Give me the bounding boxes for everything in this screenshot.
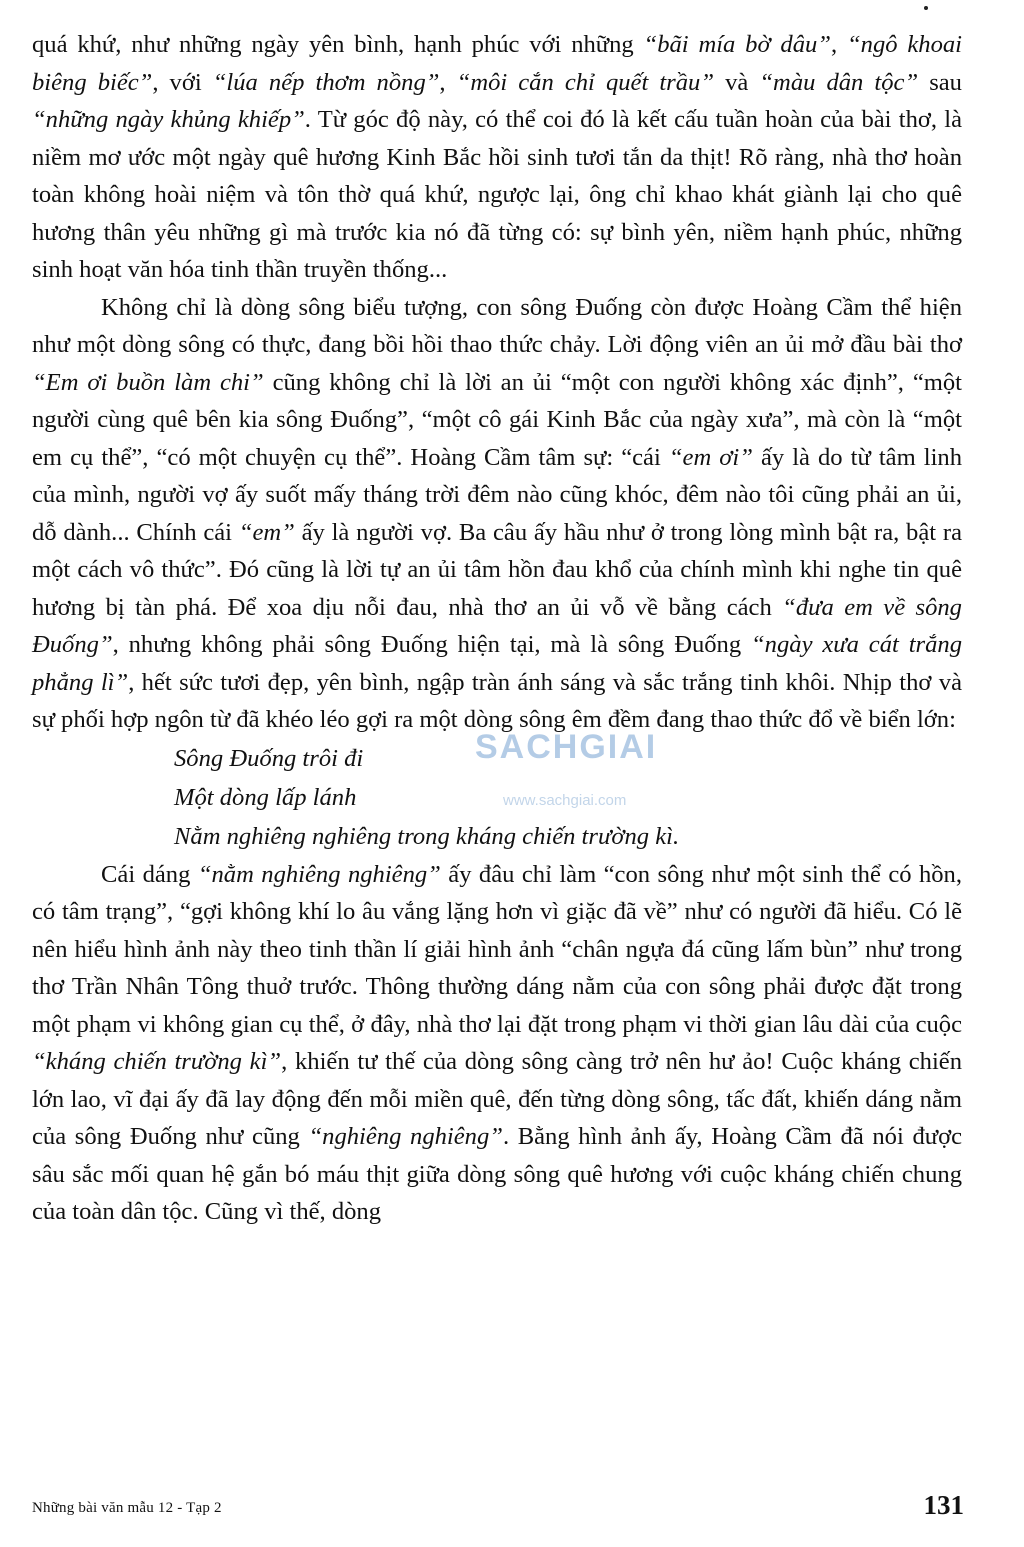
paragraph-2 [32, 289, 962, 739]
text-run: quá khứ, như những ngày yên bình, hạnh phúc với những [32, 31, 644, 58]
italic-quote: “lúa nếp thơm nồng” [212, 68, 440, 96]
page-corner-dot [924, 6, 928, 10]
italic-quote: “em” [238, 518, 295, 546]
poem-quote [32, 739, 962, 856]
page-number: 131 [923, 1490, 964, 1520]
italic-quote: “đưa em về sông Đuống” [32, 593, 962, 658]
text-run: , nhưng không phải sông Đuống hiện tại, mà là sông Đuống [112, 631, 751, 658]
text-run: và [714, 68, 760, 96]
text-run: . Từ góc độ này, có thể coi đó là kết cấu tuần hoàn của bài thơ, là niềm mơ ước một ngày quê hương Kinh Bắc hồi sinh tươi tắn da thịt! Rõ ràng, nhà thơ hoàn toàn không hoài niệm và tôn thờ quá khứ, ngược lại, ông chỉ khao khát giành lại cho quê hương thân yêu những gì mà trước kia nó đã từng có: sự bình yên, niềm hạnh phúc, những sinh hoạt văn hóa tinh thần truyền thống... [32, 106, 962, 283]
text-run: , hết sức tươi đẹp, yên bình, ngập tràn ánh sáng và sắc trắng tinh khôi. Nhịp thơ và sự phối hợp ngôn từ đã khéo léo gợi ra một dòng sông êm đềm đang thao thức đổ về biển lớn: [32, 668, 962, 733]
text-run: Không chỉ là dòng sông biểu tượng, con sông Đuống còn được Hoàng Cầm thể hiện như một dòng sông có thực, đang bồi hồi thao thức chảy. Lời động viên an ủi mở đầu bài thơ [32, 293, 962, 358]
text-run: , khiến tư thế của dòng sông càng trở nên hư ảo! Cuộc kháng chiến lớn lao, vĩ đại ấy đã lay động đến mỗi miền quê, đến từng dòng sông, tấc đất, khiến dáng nằm của sông Đuống như cũng [32, 1048, 963, 1150]
page-body [32, 26, 962, 1231]
italic-quote: “những ngày khủng khiếp” [32, 106, 305, 133]
italic-quote: “môi cắn chỉ quết trầu” [456, 68, 715, 96]
text-run: Cái dáng [101, 860, 198, 888]
poem-line: Sông Đuống trôi đi [174, 744, 364, 772]
italic-quote: “Em ơi buồn làm chi” [32, 368, 264, 396]
italic-quote: “bãi mía bờ dâu” [643, 31, 831, 58]
watermark-logo: SACHGIAI [475, 728, 658, 766]
text-run: ấy đâu chỉ làm “con sông như một sinh thể có hồn, có tâm trạng”, “gợi không khí lo âu vắng lặng hơn vì giặc đã về” như có người đã hiểu. Có lẽ nên hiểu hình ảnh này theo tinh thần lí giải hình ảnh “chân ngựa đá cũng lấm bùn” như trong thơ Trần Nhân Tông thuở trước. Thông thường dáng nằm của con sông phải được đặt trong một phạm vi không gian cụ thể, ở đây, nhà thơ lại đặt trong phạm vi thời gian lâu dài của cuộc [32, 860, 962, 1038]
paragraph-3 [32, 856, 962, 1231]
text-run: , với [152, 68, 213, 96]
italic-quote: “nghiêng nghiêng” [308, 1123, 503, 1150]
italic-quote: “ngô khoai biêng biếc” [32, 31, 963, 96]
italic-quote: “em ơi” [668, 443, 753, 471]
italic-quote: “ngày xưa cát trắng phẳng lì” [32, 631, 962, 696]
book-title: Những bài văn mẫu 12 - Tạp 2 [32, 1500, 222, 1516]
page-footer [32, 1490, 964, 1530]
text-run: , [439, 68, 457, 96]
poem-line: Nằm nghiêng nghiêng trong kháng chiến trường kì. [174, 822, 680, 850]
text-run: sau [918, 68, 962, 96]
text-run: , [831, 31, 847, 58]
paragraph-1 [32, 26, 962, 289]
italic-quote: “màu dân tộc” [759, 68, 919, 96]
watermark-url: www.sachgiai.com [503, 792, 627, 809]
text-run: ấy là người vợ. Ba câu ấy hầu như ở trong lòng mình bật ra, bật ra một cách vô thức”. Đó cũng là lời tự an ủi tâm hồn đau khổ của chính mình khi nghe tin quê hương bị tàn phá. Để xoa dịu nỗi đau, nhà thơ an ủi vỗ về bằng cách [32, 518, 962, 621]
italic-quote: “kháng chiến trường kì” [32, 1048, 282, 1075]
text-run: cũng không chỉ là lời an ủi “một con người không xác định”, “một người cùng quê bên kia sông Đuống”, “một cô gái Kinh Bắc của ngày xưa”, mà còn là “một em cụ thể”, “có một chuyện cụ thể”. Hoàng Cầm tâm sự: “cái [32, 368, 962, 471]
text-run: . Bằng hình ảnh ấy, Hoàng Cầm đã nói được sâu sắc mối quan hệ gắn bó máu thịt giữa dòng sông quê hương với cuộc kháng chiến chung của toàn dân tộc. Cũng vì thế, dòng [32, 1123, 962, 1225]
poem-line: Một dòng lấp lánh [174, 783, 357, 811]
italic-quote: “nằm nghiêng nghiêng” [197, 860, 441, 888]
text-run: ấy là do từ tâm linh của mình, người vợ ấy suốt mấy tháng trời đêm nào cũng khóc, đêm nào tôi cũng phải an ủi, dỗ dành... Chính cái [32, 443, 963, 546]
